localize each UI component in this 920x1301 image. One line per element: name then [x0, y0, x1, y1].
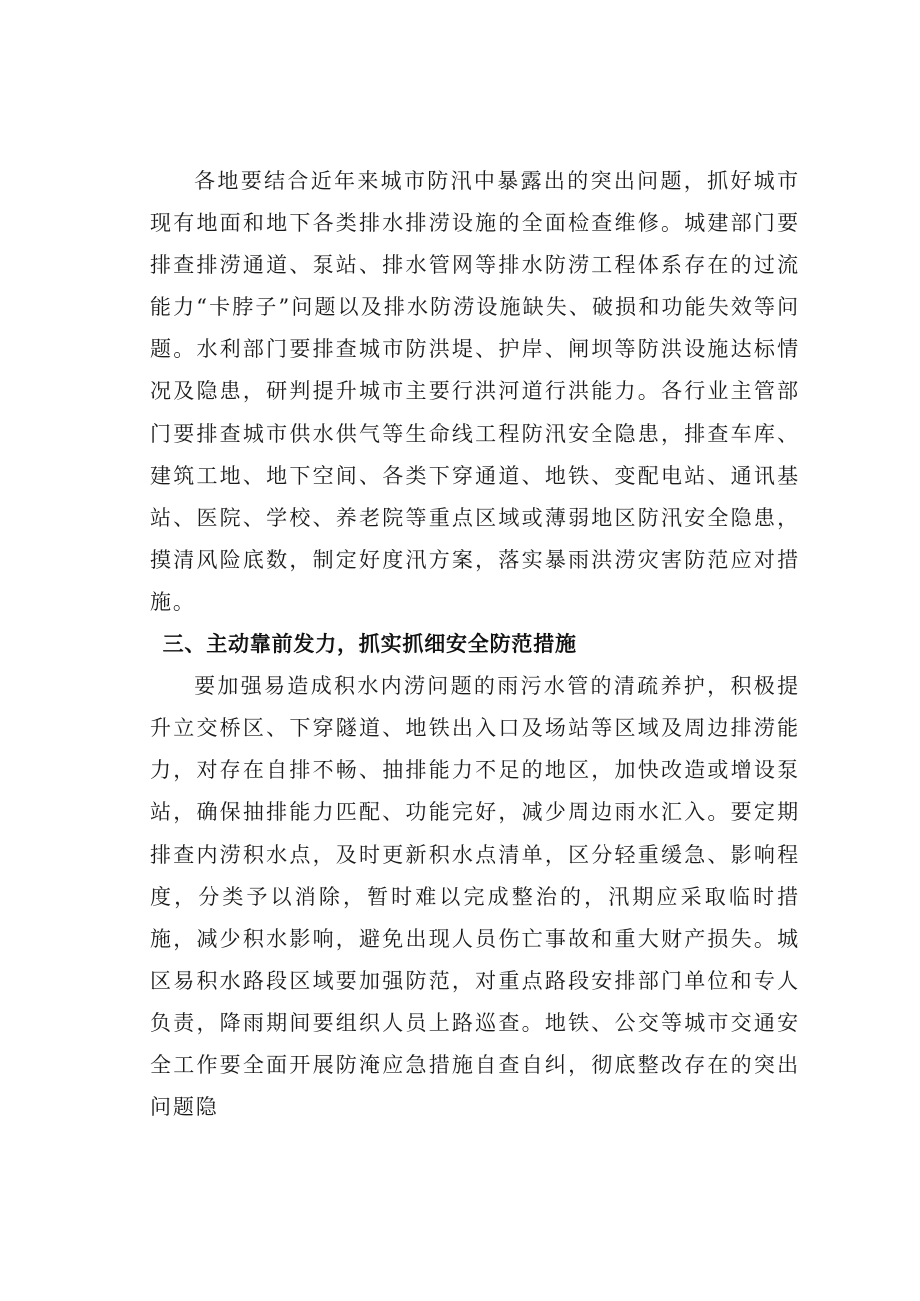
section-heading: 三、主动靠前发力，抓实抓细安全防范措施 — [162, 632, 577, 657]
document-body — [150, 160, 800, 1128]
paragraph-prevention: 要加强易造成积水内涝问题的雨污水管的清疏养护，积极提升立交桥区、下穿隧道、地铁出入口及场站等区域及周边排涝能力，对存在自排不畅、抽排能力不足的地区，加快改造或增设泵站，确保抽排能力匹配、功能完好，减少周边雨水汇入。要定期排查内涝积水点，及时更新积水点清单，区分轻重缓急、影响程度，分类予以消除，暂时难以完成整治的，汛期应采取临时措施，减少积水影响，避免出现人员伤亡事故和重大财产损失。城区易积水路段区域要加强防范，对重点路段安排部门单位和专人负责，降雨期间要组织人员上路巡查。地铁、公交等城市交通安全工作要全面开展防淹应急措施自查自纠，彻底整改存在的突出问题隐 — [150, 674, 800, 1120]
paragraph-inspection: 各地要结合近年来城市防汛中暴露出的突出问题，抓好城市现有地面和地下各类排水排涝设施的全面检查维修。城建部门要排查排涝通道、泵站、排水管网等排水防涝工程体系存在的过流能力“卡脖子”问题以及排水防涝设施缺失、破损和功能失效等问题。水利部门要排查城市防洪堤、护岸、闸坝等防洪设施达标情况及隐患，研判提升城市主要行洪河道行洪能力。各行业主管部门要排查城市供水供气等生命线工程防汛安全隐患，排查车库、建筑工地、地下空间、各类下穿通道、地铁、变配电站、通讯基站、医院、学校、养老院等重点区域或薄弱地区防汛安全隐患，摸清风险底数，制定好度汛方案，落实暴雨洪涝灾害防范应对措施。 — [150, 169, 800, 614]
